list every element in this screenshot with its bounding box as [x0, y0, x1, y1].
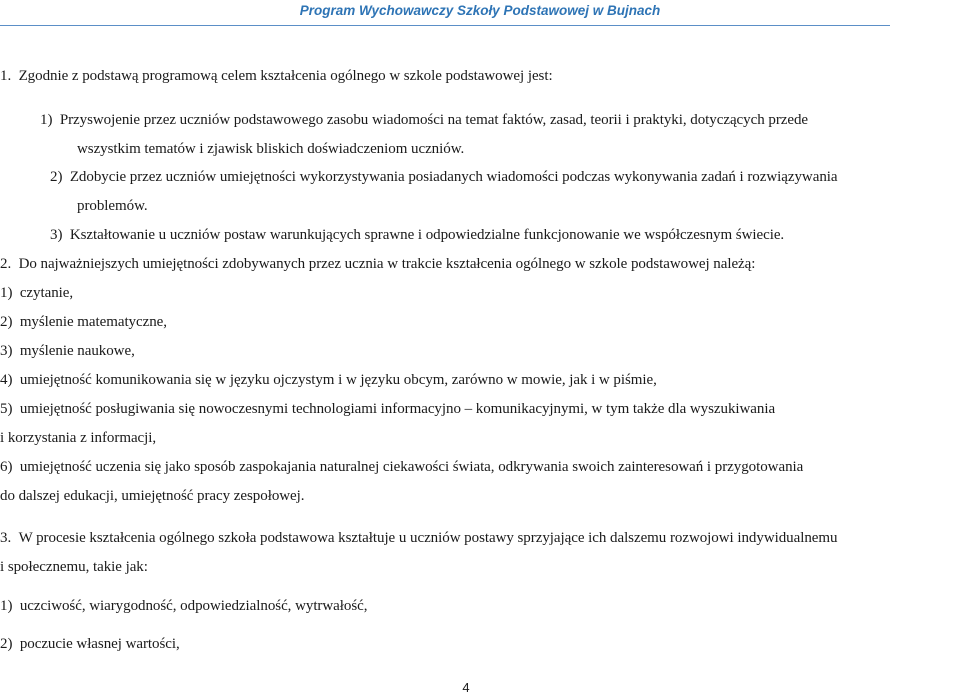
- section-3-intro-cont: i społecznemu, takie jak:: [0, 559, 148, 575]
- section-3-intro: W procesie kształcenia ogólnego szkoła podstawowa kształtuje u uczniów postawy sprzyjające ich dalszemu rozwojowi indywidualnemu: [18, 530, 838, 546]
- item-text: Przyswojenie przez uczniów podstawowego zasobu wiadomości na temat faktów, zasad, teorii i praktyki, dotyczących przede: [59, 112, 809, 128]
- item-text: myślenie matematyczne,: [19, 314, 167, 330]
- section-1-intro: Zgodnie z podstawą programową celem kształcenia ogólnego w szkole podstawowej jest:: [18, 68, 553, 84]
- item-text: myślenie naukowe,: [19, 343, 135, 359]
- item-label: 2): [50, 169, 63, 185]
- item-text: Zdobycie przez uczniów umiejętności wykorzystywania posiadanych wiadomości podczas wykonywania zadań i rozwiązywania: [69, 169, 838, 185]
- item-text: umiejętność posługiwania się nowoczesnymi technologiami informacyjno – komunikacyjnymi, w tym także dla wyszukiwania: [19, 401, 776, 417]
- item-label: 3): [50, 227, 63, 243]
- item-label: 4): [0, 372, 13, 388]
- section-3-intro-line: [0, 529, 960, 547]
- section-1-item-1-cont: wszystkim tematów i zjawisk bliskich doświadczeniom uczniów.: [77, 141, 465, 157]
- section-2-item-6-cont: do dalszej edukacji, umiejętność pracy zespołowej.: [0, 488, 305, 504]
- section-2-item-1: [0, 284, 73, 302]
- section-2-item-6: [0, 458, 930, 476]
- item-label: 2): [0, 636, 13, 652]
- item-text: umiejętność komunikowania się w języku ojczystym i w języku obcym, zarówno w mowie, jak i w piśmie,: [19, 372, 657, 388]
- section-1-item-1: [40, 111, 954, 129]
- section-2-item-5-cont: i korzystania z informacji,: [0, 430, 157, 446]
- item-text: Kształtowanie u uczniów postaw warunkujących sprawne i odpowiedzialne funkcjonowanie we współczesnym świecie.: [69, 227, 785, 243]
- section-2-intro-line: [0, 255, 755, 273]
- item-text: poczucie własnej wartości,: [19, 636, 180, 652]
- item-label: 5): [0, 401, 13, 417]
- section-1-item-3: [50, 226, 784, 244]
- item-text: uczciwość, wiarygodność, odpowiedzialność, wytrwałość,: [19, 598, 368, 614]
- item-label: 2): [0, 314, 13, 330]
- section-2-item-4: [0, 371, 657, 389]
- section-2-item-2: [0, 313, 167, 331]
- page-header: [0, 0, 960, 26]
- item-text: czytanie,: [19, 285, 74, 301]
- page-number: 4: [462, 680, 470, 695]
- section-1-intro-line: [0, 67, 553, 85]
- item-text: umiejętność uczenia się jako sposób zaspokajania naturalnej ciekawości świata, odkrywania swoich zainteresowań i przygotowania: [19, 459, 804, 475]
- item-label: 6): [0, 459, 13, 475]
- section-2-number: 2.: [0, 256, 12, 272]
- section-1-item-2-cont: problemów.: [77, 198, 148, 214]
- section-3-item-2: [0, 635, 180, 653]
- section-2-intro: Do najważniejszych umiejętności zdobywanych przez ucznia w trakcie kształcenia ogólnego w szkole podstawowej należą:: [18, 256, 756, 272]
- section-1-number: 1.: [0, 68, 12, 84]
- header-rule: [0, 25, 890, 26]
- section-2-item-3: [0, 342, 135, 360]
- section-2-item-5: [0, 400, 898, 418]
- item-label: 1): [40, 112, 53, 128]
- item-label: 1): [0, 285, 13, 301]
- item-label: 1): [0, 598, 13, 614]
- item-label: 3): [0, 343, 13, 359]
- document-title: Program Wychowawczy Szkoły Podstawowej w Bujnach: [299, 3, 661, 18]
- section-1-item-2: [50, 168, 954, 186]
- section-3-number: 3.: [0, 530, 12, 546]
- section-3-item-1: [0, 597, 367, 615]
